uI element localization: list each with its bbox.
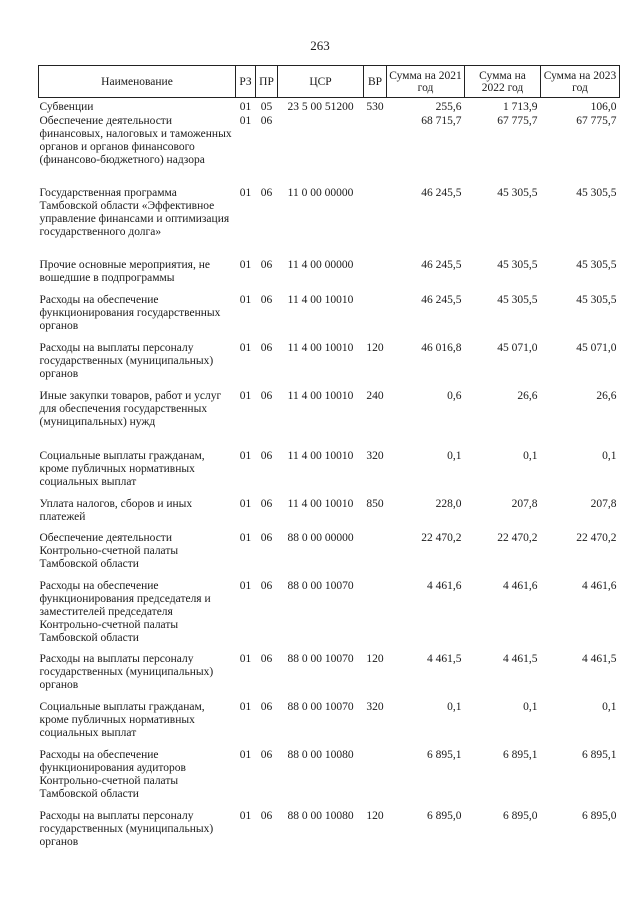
row-name: Расходы на выплаты персоналу государственных (муниципальных) органов <box>39 652 214 691</box>
row-csr: 11 4 00 10010 <box>287 389 354 402</box>
row-name: Расходы на выплаты персоналу государственных (муниципальных) органов <box>39 341 214 380</box>
row-sum-2023: 26,6 <box>596 389 617 402</box>
row-sum-2023: 106,0 <box>590 101 617 113</box>
row-rz: 01 <box>239 114 252 127</box>
row-csr: 88 0 00 00000 <box>287 531 354 544</box>
row-csr: 11 4 00 10010 <box>287 293 354 306</box>
row-csr: 11 0 00 00000 <box>287 186 354 199</box>
header-csr: ЦСР <box>278 66 364 98</box>
row-sum-2022: 67 775,7 <box>497 114 538 127</box>
row-csr: 88 0 00 10070 <box>287 579 354 592</box>
row-csr: 11 4 00 10010 <box>287 497 354 510</box>
row-rz: 01 <box>239 449 252 462</box>
row-csr: 11 4 00 00000 <box>287 258 354 271</box>
row-rz: 01 <box>239 101 252 113</box>
table-header-row <box>39 66 620 98</box>
row-rz: 01 <box>239 748 252 761</box>
row-rz: 01 <box>239 186 252 199</box>
row-vr: 120 <box>366 652 384 665</box>
row-rz: 01 <box>239 700 252 713</box>
row-sum-2021: 46 016,8 <box>421 341 462 354</box>
row-pr: 06 <box>260 389 273 402</box>
table-row <box>39 294 620 342</box>
row-pr: 06 <box>260 114 273 127</box>
row-name: Социальные выплаты гражданам, кроме публичных нормативных социальных выплат <box>39 449 205 488</box>
row-sum-2023: 207,8 <box>590 497 617 510</box>
row-sum-2021: 46 245,5 <box>421 293 462 306</box>
row-vr <box>364 259 387 294</box>
table-row <box>39 390 620 450</box>
row-rz: 01 <box>239 389 252 402</box>
row-vr <box>364 294 387 342</box>
row-name: Государственная программа Тамбовской области «Эффективное управление финансами и оптимизация государственного долга» <box>39 186 230 238</box>
row-name: Социальные выплаты гражданам, кроме публичных нормативных социальных выплат <box>39 700 205 739</box>
table-row <box>39 653 620 701</box>
row-rz: 01 <box>239 579 252 592</box>
row-sum-2023: 4 461,6 <box>582 579 617 592</box>
row-rz: 01 <box>239 497 252 510</box>
row-vr: 120 <box>366 809 384 822</box>
row-sum-2022: 26,6 <box>517 389 538 402</box>
row-sum-2022: 45 305,5 <box>497 258 538 271</box>
row-sum-2022: 6 895,0 <box>503 809 538 822</box>
row-pr: 06 <box>260 258 273 271</box>
row-sum-2022: 45 071,0 <box>497 341 538 354</box>
row-rz: 01 <box>239 652 252 665</box>
row-pr: 06 <box>260 748 273 761</box>
row-vr <box>364 532 387 580</box>
row-sum-2021: 0,1 <box>447 700 462 713</box>
row-sum-2021: 0,6 <box>447 389 462 402</box>
row-name: Обеспечение деятельности Контрольно-счетной палаты Тамбовской области <box>39 531 179 570</box>
row-pr: 06 <box>260 449 273 462</box>
row-sum-2023: 4 461,5 <box>582 652 617 665</box>
table-row <box>39 701 620 749</box>
table-row <box>39 498 620 532</box>
row-sum-2021: 6 895,0 <box>427 809 462 822</box>
row-pr: 06 <box>260 809 273 822</box>
header-sum-2021: Сумма на 2021 год <box>387 66 465 98</box>
row-sum-2022: 45 305,5 <box>497 186 538 199</box>
row-sum-2021: 4 461,5 <box>427 652 462 665</box>
row-csr: 11 4 00 10010 <box>287 341 354 354</box>
row-rz: 01 <box>239 258 252 271</box>
table-row <box>39 187 620 259</box>
table-row <box>39 342 620 390</box>
budget-table <box>38 65 620 858</box>
header-name: Наименование <box>39 66 236 98</box>
row-csr: 88 0 00 10070 <box>287 700 354 713</box>
row-name: Обеспечение деятельности финансовых, налоговых и таможенных органов и органов финансового (финансово-бюджетного) надзора <box>39 114 232 166</box>
table-row <box>39 115 620 187</box>
row-sum-2022: 4 461,5 <box>503 652 538 665</box>
row-vr <box>364 749 387 810</box>
row-rz: 01 <box>239 341 252 354</box>
row-sum-2022: 4 461,6 <box>503 579 538 592</box>
row-sum-2022: 0,1 <box>523 449 538 462</box>
header-sum-2023: Сумма на 2023 год <box>541 66 620 98</box>
row-sum-2023: 6 895,0 <box>582 809 617 822</box>
table-row <box>39 810 620 858</box>
row-sum-2021: 4 461,6 <box>427 579 462 592</box>
row-sum-2023: 22 470,2 <box>576 531 617 544</box>
row-vr <box>364 580 387 653</box>
table-body <box>39 98 620 858</box>
header-sum-2022: Сумма на 2022 год <box>465 66 541 98</box>
row-sum-2022: 1 713,9 <box>503 101 538 113</box>
row-pr: 05 <box>260 101 273 113</box>
row-sum-2023: 45 305,5 <box>576 293 617 306</box>
row-sum-2021: 46 245,5 <box>421 258 462 271</box>
header-vr: ВР <box>364 66 387 98</box>
table-row <box>39 98 620 115</box>
row-vr: 320 <box>366 700 384 713</box>
row-sum-2021: 255,6 <box>435 101 462 113</box>
row-vr <box>364 115 387 187</box>
row-pr: 06 <box>260 293 273 306</box>
row-sum-2022: 45 305,5 <box>497 293 538 306</box>
row-rz: 01 <box>239 531 252 544</box>
row-name: Расходы на обеспечение функционирования аудиторов Контрольно-счетной палаты Тамбовской области <box>39 748 186 800</box>
row-vr: 850 <box>366 497 384 510</box>
row-name: Субвенции <box>39 101 94 113</box>
row-name: Уплата налогов, сборов и иных платежей <box>39 497 193 523</box>
row-name: Расходы на обеспечение функционирования председателя и заместителей председателя Контрольно-счетной палаты Тамбовской области <box>39 579 211 644</box>
row-vr: 320 <box>366 449 384 462</box>
row-name: Прочие основные мероприятия, не вошедшие в подпрограммы <box>39 258 210 284</box>
table-row <box>39 749 620 810</box>
row-sum-2022: 6 895,1 <box>503 748 538 761</box>
row-sum-2021: 22 470,2 <box>421 531 462 544</box>
row-sum-2023: 0,1 <box>602 449 617 462</box>
row-pr: 06 <box>260 186 273 199</box>
header-rz: РЗ <box>236 66 256 98</box>
row-pr: 06 <box>260 497 273 510</box>
row-name: Расходы на выплаты персоналу государственных (муниципальных) органов <box>39 809 214 848</box>
row-sum-2023: 6 895,1 <box>582 748 617 761</box>
row-csr <box>278 115 364 187</box>
row-pr: 06 <box>260 652 273 665</box>
table-row <box>39 580 620 653</box>
row-sum-2023: 45 305,5 <box>576 186 617 199</box>
row-sum-2023: 0,1 <box>602 700 617 713</box>
table-row <box>39 532 620 580</box>
row-pr: 06 <box>260 341 273 354</box>
row-csr: 88 0 00 10070 <box>287 652 354 665</box>
table-row <box>39 450 620 498</box>
row-sum-2021: 68 715,7 <box>421 114 462 127</box>
row-sum-2022: 0,1 <box>523 700 538 713</box>
row-pr: 06 <box>260 579 273 592</box>
row-vr: 530 <box>366 101 384 113</box>
row-sum-2021: 0,1 <box>447 449 462 462</box>
row-sum-2021: 228,0 <box>435 497 462 510</box>
row-csr: 11 4 00 10010 <box>287 449 354 462</box>
row-rz: 01 <box>239 293 252 306</box>
row-sum-2023: 67 775,7 <box>576 114 617 127</box>
row-vr <box>364 187 387 259</box>
row-vr: 120 <box>366 341 384 354</box>
row-csr: 23 5 00 51200 <box>287 101 354 113</box>
row-name: Расходы на обеспечение функционирования государственных органов <box>39 293 221 332</box>
row-csr: 88 0 00 10080 <box>287 748 354 761</box>
header-pr: ПР <box>256 66 278 98</box>
row-vr: 240 <box>366 389 384 402</box>
row-name: Иные закупки товаров, работ и услуг для обеспечения государственных (муниципальных) нужд <box>39 389 222 428</box>
row-sum-2023: 45 071,0 <box>576 341 617 354</box>
row-rz: 01 <box>239 809 252 822</box>
row-sum-2021: 46 245,5 <box>421 186 462 199</box>
row-sum-2022: 207,8 <box>511 497 538 510</box>
page-number: 263 <box>310 38 330 53</box>
table-row <box>39 259 620 294</box>
row-sum-2023: 45 305,5 <box>576 258 617 271</box>
row-pr: 06 <box>260 700 273 713</box>
row-sum-2021: 6 895,1 <box>427 748 462 761</box>
row-csr: 88 0 00 10080 <box>287 809 354 822</box>
row-pr: 06 <box>260 531 273 544</box>
row-sum-2022: 22 470,2 <box>497 531 538 544</box>
